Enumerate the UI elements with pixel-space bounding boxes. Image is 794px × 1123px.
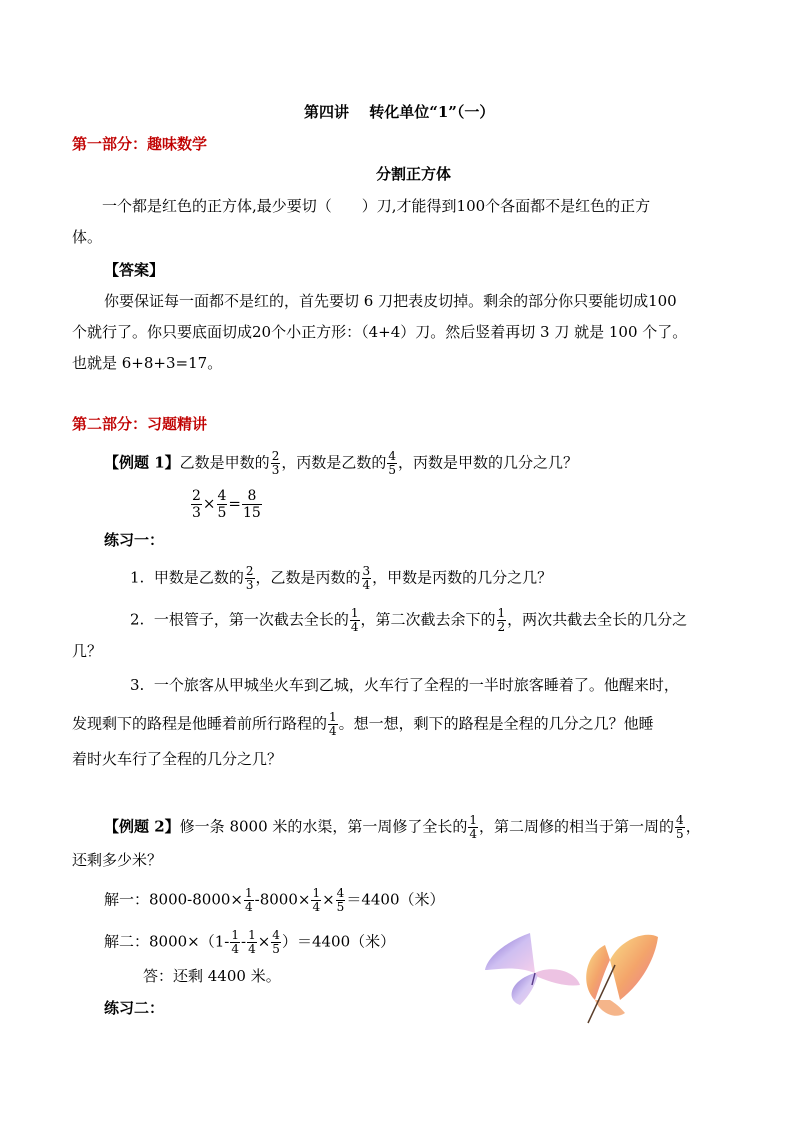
fraction: $\frac{1}{4}$ bbox=[245, 886, 253, 914]
example2-solution1: 解一：8000-8000× $\frac{1}{4}$ -8000× $\frac{1}{4}$ × $\frac{4}{5}$ ＝4400（米） bbox=[104, 886, 445, 914]
practice2-label: 练习二： bbox=[104, 999, 165, 1017]
fraction: $\frac{1}{4}$ bbox=[312, 886, 321, 914]
fraction: $\frac{4}{5}$ bbox=[676, 813, 684, 841]
practice1-q1: 1. 甲数是乙数的 $\frac{2}{3}$ ，乙数是丙数的 $\frac{3}{4}$ ，甲数是丙数的几分之几？ bbox=[130, 564, 553, 592]
part1-subtitle: 分割正方体 bbox=[376, 165, 452, 183]
butterfly-image bbox=[480, 925, 675, 1035]
fraction: $\frac{8}{15}$ bbox=[243, 488, 261, 521]
fraction: $\frac{4}{5}$ bbox=[217, 488, 227, 521]
practice1-q3-line2: 发现剩下的路程是他睡着前所行路程的 $\frac{1}{4}$ 。想一想，剩下的路程是全程的几分之几？他睡 bbox=[72, 710, 654, 738]
question-line2: 体。 bbox=[72, 228, 103, 246]
example2-line2: 还剩多少米？ bbox=[72, 851, 163, 869]
part2-heading: 第二部分：习题精讲 bbox=[72, 415, 208, 433]
fraction: $\frac{2}{3}$ bbox=[192, 488, 201, 521]
fraction: $\frac{3}{4}$ bbox=[362, 564, 371, 592]
practice1-q2: 2. 一根管子，第一次截去全长的 $\frac{1}{4}$ ，第二次截去余下的 $\frac{1}{2}$ ，两次共截去全长的几分之 bbox=[130, 606, 688, 634]
example2-solution2: 解二：8000×（1- $\frac{1}{4}$ - $\frac{1}{4}$ × $\frac{4}{5}$ ）＝4400（米） bbox=[104, 928, 396, 956]
fraction: $\frac{1}{4}$ bbox=[469, 813, 478, 841]
part1-heading: 第一部分：趣味数学 bbox=[72, 135, 208, 153]
practice1-q2-line2: 几？ bbox=[72, 642, 103, 660]
fraction: $\frac{1}{4}$ bbox=[350, 606, 359, 634]
question-line1: 一个都是红色的正方体,最少要切（ ）刀,才能得到100个各面都不是红色的正方 bbox=[102, 197, 651, 215]
fraction: $\frac{4}{5}$ bbox=[388, 449, 396, 477]
example2-answer: 答：还剩 4400 米。 bbox=[143, 967, 281, 985]
fraction: $\frac{1}{2}$ bbox=[497, 606, 506, 634]
answer-label: 【答案】 bbox=[104, 261, 165, 279]
answer-line3: 也就是 6+8+3=17。 bbox=[72, 354, 223, 372]
fraction: $\frac{1}{4}$ bbox=[231, 928, 239, 956]
fraction: $\frac{2}{3}$ bbox=[271, 449, 280, 477]
fraction: $\frac{4}{5}$ bbox=[272, 928, 280, 956]
fraction: $\frac{2}{3}$ bbox=[245, 564, 254, 592]
example2-question: 【例题 2】修一条 8000 米的水渠，第一周修了全长的 $\frac{1}{4}$ ，第二周修的相当于第一周的 $\frac{4}{5}$ ， bbox=[104, 813, 701, 841]
example2-label: 【例题 2】 bbox=[104, 817, 180, 836]
example1-solution: $\frac{2}{3}$ × $\frac{4}{5}$ = $\frac{8}{15}$ bbox=[192, 488, 261, 521]
practice1-q3-line1: 3. 一个旅客从甲城坐火车到乙城，火车行了全程的一半时旅客睡着了。他醒来时， bbox=[130, 676, 679, 694]
practice1-q3-line3: 着时火车行了全程的几分之几？ bbox=[72, 750, 283, 768]
answer-line1: 你要保证每一面都不是红的，首先要切 6 刀把表皮切掉。剩余的部分你只要能切成100 bbox=[104, 292, 677, 310]
example1-label: 【例题 1】 bbox=[104, 453, 180, 472]
example1-question: 【例题 1】乙数是甲数的 $\frac{2}{3}$ ，丙数是乙数的 $\frac{4}{5}$ ，丙数是甲数的几分之几？ bbox=[104, 449, 578, 477]
answer-line2: 个就行了。你只要底面切成20个小正方形：（4+4）刀。然后竖着再切 3 刀 就是 100 个了。 bbox=[72, 323, 688, 341]
practice1-label: 练习一： bbox=[104, 531, 165, 549]
fraction: $\frac{1}{4}$ bbox=[329, 710, 337, 738]
fraction: $\frac{1}{4}$ bbox=[248, 928, 256, 956]
page-title: 第四讲 转化单位“1”（一） bbox=[304, 103, 495, 121]
fraction: $\frac{4}{5}$ bbox=[336, 886, 345, 914]
